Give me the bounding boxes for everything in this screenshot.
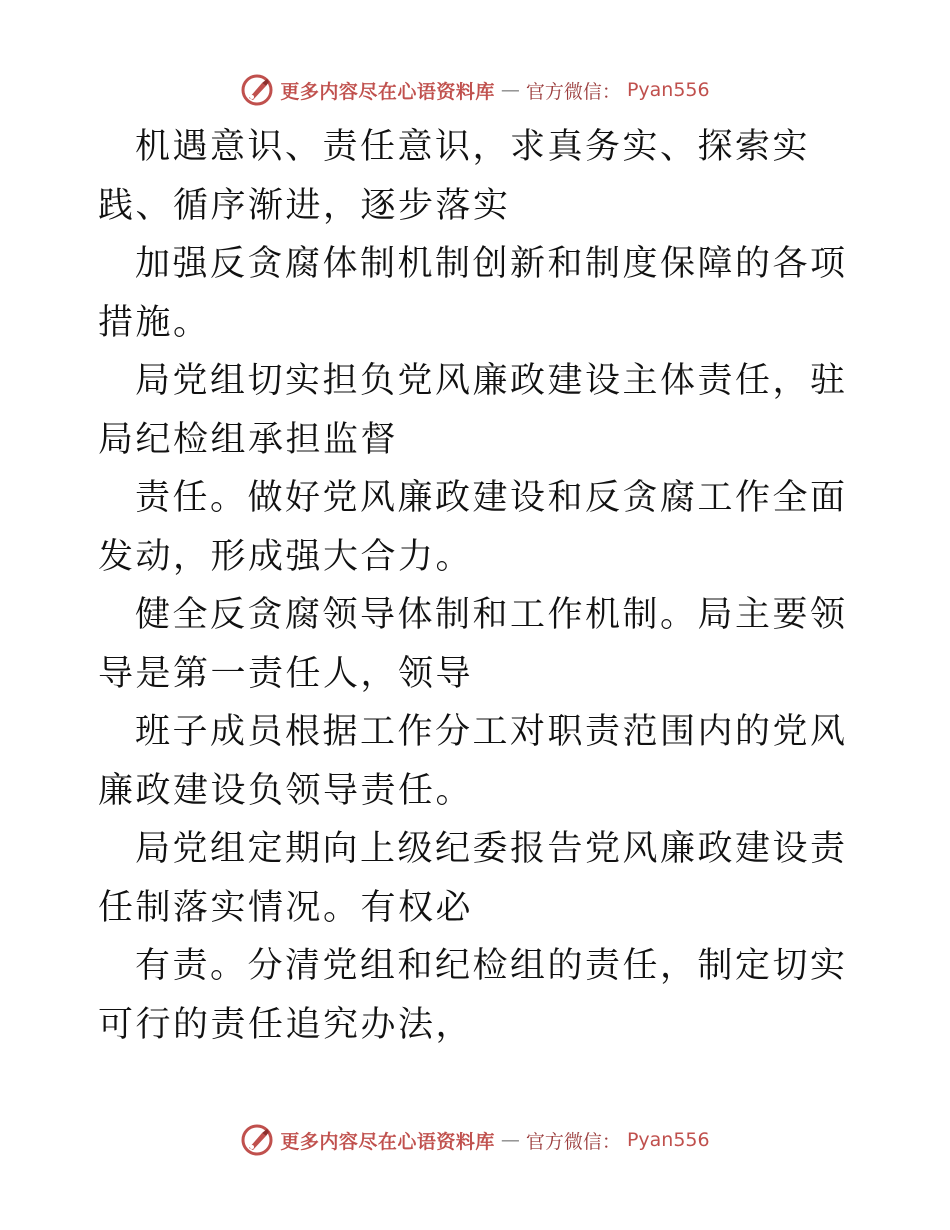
- paragraph: 局党组定期向上级纪委报告党风廉政建设责任制落实情况。有权必: [98, 829, 848, 928]
- document-body: [98, 118, 858, 1054]
- watermark-separator: —: [500, 79, 520, 101]
- paragraph: 健全反贪腐领导体制和工作机制。局主要领导是第一责任人，领导: [98, 595, 848, 694]
- header-watermark: [0, 70, 950, 110]
- paragraph: 机遇意识、责任意识，求真务实、探索实践、循序渐进，逐步落实: [98, 127, 811, 226]
- paragraph: 责任。做好党风廉政建设和反贪腐工作全面发动，形成强大合力。: [98, 478, 848, 577]
- paragraph: 加强反贪腐体制机制创新和制度保障的各项措施。: [98, 244, 848, 343]
- watermark-separator: —: [500, 1129, 520, 1151]
- watermark-account-id: Pyan556: [626, 79, 710, 101]
- paragraph: 班子成员根据工作分工对职责范围内的党风廉政建设负领导责任。: [98, 712, 848, 811]
- watermark-account-id: Pyan556: [626, 1129, 710, 1151]
- watermark-sub-text: 官方微信：: [525, 80, 621, 103]
- watermark-main-text: 更多内容尽在心语资料库: [280, 1130, 495, 1153]
- quill-pen-logo-icon: [240, 1123, 274, 1157]
- watermark-sub-text: 官方微信：: [525, 1130, 621, 1153]
- paragraph: 有责。分清党组和纪检组的责任，制定切实可行的责任追究办法，: [98, 946, 848, 1045]
- paragraph: 局党组切实担负党风廉政建设主体责任，驻局纪检组承担监督: [98, 361, 848, 460]
- quill-pen-logo-icon: [240, 73, 274, 107]
- watermark-main-text: 更多内容尽在心语资料库: [280, 80, 495, 103]
- footer-watermark: [0, 1120, 950, 1160]
